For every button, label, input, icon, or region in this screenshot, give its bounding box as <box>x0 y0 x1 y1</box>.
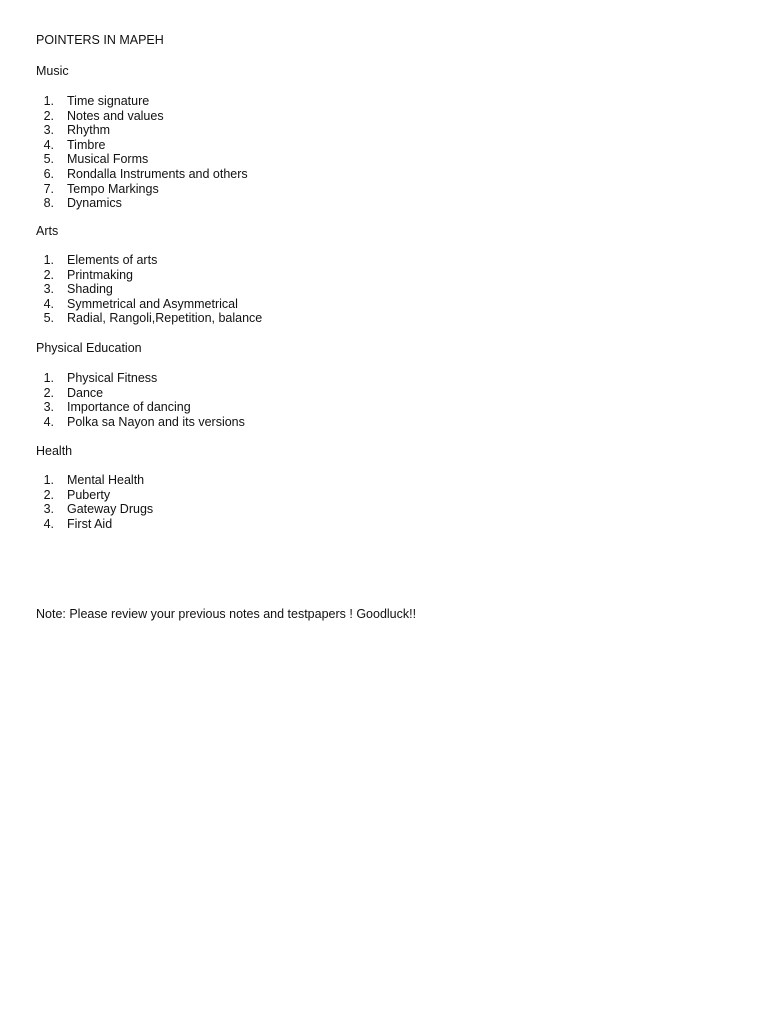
list-number: 3. <box>43 282 54 297</box>
list-item-text: Notes and values <box>67 108 164 123</box>
list-item-text: Timbre <box>67 137 106 152</box>
section-heading-health: Health <box>36 444 73 458</box>
list-number: 3. <box>43 400 54 415</box>
list-item-text: Dance <box>67 385 104 400</box>
list-number: 4. <box>43 296 54 311</box>
list-item-text: Puberty <box>67 487 111 502</box>
closing-note: Note: Please review your previous notes and testpapers ! Goodluck!! <box>36 607 417 621</box>
list-number: 2. <box>43 487 54 502</box>
list-item-text: Time signature <box>67 94 150 108</box>
list-item-text: Importance of dancing <box>67 400 191 415</box>
list-item-text: Polka sa Nayon and its versions <box>67 414 245 429</box>
list-item-text: Physical Fitness <box>67 371 158 385</box>
list-item-text: Shading <box>67 282 113 297</box>
list-item-text: Mental Health <box>67 473 145 487</box>
list-number: 5. <box>43 311 54 326</box>
list-number: 4. <box>43 414 54 429</box>
list-item-text: Musical Forms <box>67 152 149 167</box>
list-item-text: Printmaking <box>67 267 133 282</box>
list-number: 4. <box>43 516 54 531</box>
list-item-text: Radial, Rangoli,Repetition, balance <box>67 311 263 326</box>
list-number: 8. <box>43 196 54 211</box>
list-item-text: Rhythm <box>67 123 111 138</box>
list-number: 5. <box>43 152 54 167</box>
list-item-text: Rondalla Instruments and others <box>67 166 248 181</box>
page-title: POINTERS IN MAPEH <box>36 33 164 47</box>
list-item-text: Symmetrical and Asymmetrical <box>67 296 238 311</box>
section-heading-physical-education: Physical Education <box>36 341 142 355</box>
list-number: 2. <box>43 385 54 400</box>
list-number: 1. <box>43 94 54 108</box>
list-number: 1. <box>43 473 54 487</box>
list-item-text: Dynamics <box>67 196 122 211</box>
list-number: 3. <box>43 123 54 138</box>
section-heading-arts: Arts <box>36 224 59 238</box>
section-heading-music: Music <box>36 64 69 78</box>
list-number: 2. <box>43 108 54 123</box>
list-number: 2. <box>43 267 54 282</box>
list-item-text: Tempo Markings <box>67 181 159 196</box>
list-number: 4. <box>43 137 54 152</box>
list-item-text: First Aid <box>67 516 113 531</box>
list-number: 1. <box>43 371 54 385</box>
list-number: 3. <box>43 502 54 517</box>
list-number: 1. <box>43 253 54 267</box>
list-item-text: Gateway Drugs <box>67 502 154 517</box>
list-item-text: Elements of arts <box>67 253 158 267</box>
list-number: 7. <box>43 181 54 196</box>
list-number: 6. <box>43 166 54 181</box>
